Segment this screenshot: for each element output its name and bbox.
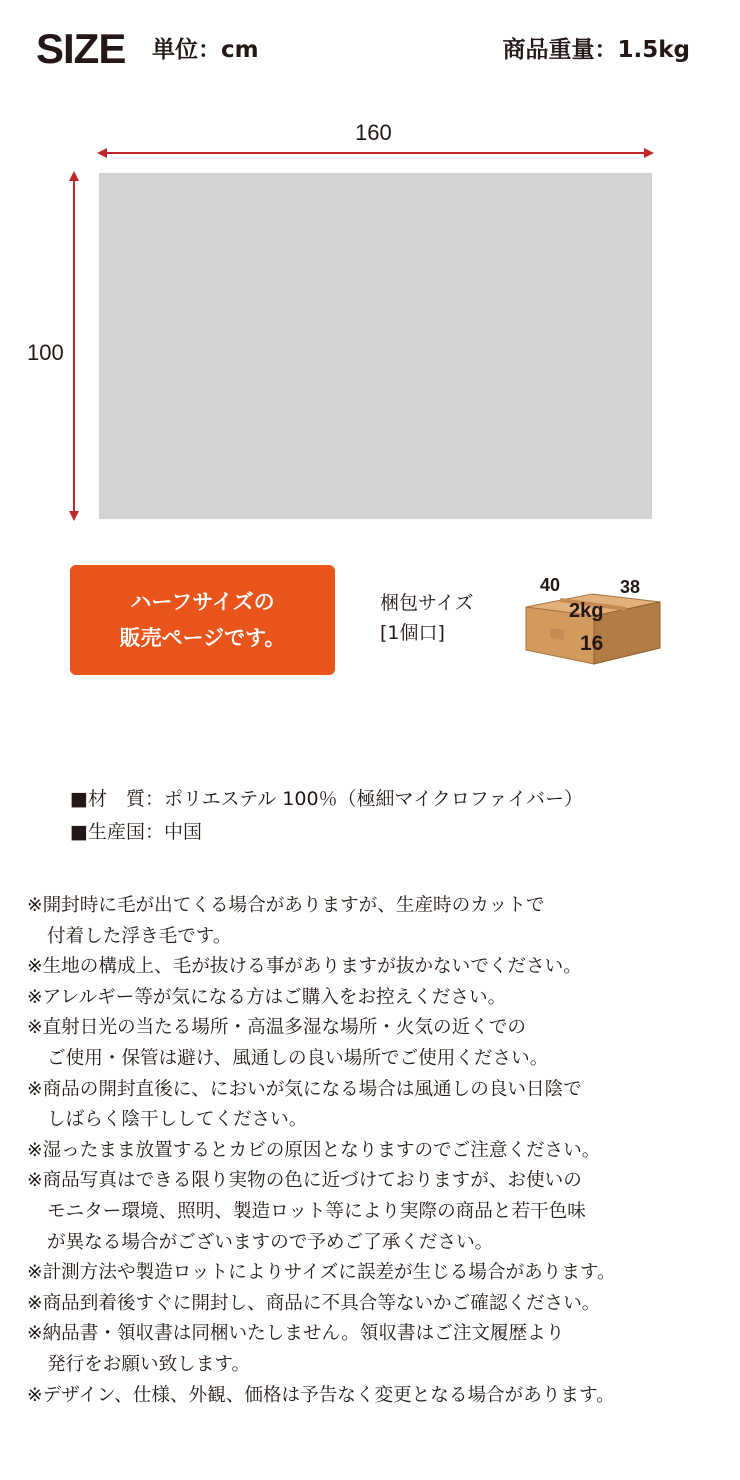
- height-arrow: [69, 171, 79, 521]
- spec-origin: ■生産国：中国: [70, 821, 202, 843]
- package-depth: 40: [540, 575, 561, 595]
- width-dimension: 160: [355, 120, 392, 145]
- half-size-button-line2: 販売ページです。: [119, 626, 286, 650]
- half-size-page-button[interactable]: [70, 565, 335, 675]
- note-line: ※直射日光の当たる場所・高温多湿な場所・火気の近くでの: [27, 1017, 527, 1039]
- product-weight: 商品重量：1.5kg: [502, 37, 690, 63]
- width-arrow: [97, 148, 654, 158]
- note-line: ※湿ったまま放置するとカビの原因となりますのでご注意ください。: [27, 1139, 601, 1161]
- note-line: モニター環境、照明、製造ロット等により実際の商品と若干色味: [47, 1200, 586, 1222]
- note-line: ※納品書・領収書は同梱いたしません。領収書はご注文履歴より: [27, 1323, 565, 1345]
- note-line: ※デザイン、仕様、外観、価格は予告なく変更となる場合があります。: [27, 1384, 615, 1406]
- note-line: ※商品の開封直後に、においが気になる場合は風通しの良い日陰で: [27, 1078, 582, 1100]
- size-title: SIZE: [36, 25, 126, 72]
- note-line: ご使用・保管は避け、風通しの良い場所でご使用ください。: [47, 1047, 549, 1069]
- note-line: 発行をお願い致します。: [47, 1353, 251, 1375]
- note-line: ※生地の構成上、毛が抜ける事がありますが抜かないでください。: [27, 956, 582, 978]
- note-line: が異なる場合がございますので予めご了承ください。: [47, 1231, 494, 1253]
- note-line: ※開封時に毛が出てくる場合がありますが、生産時のカットで: [27, 895, 545, 916]
- package-width: 38: [620, 577, 641, 597]
- rug-illustration: [99, 173, 652, 519]
- package-weight: 2kg: [569, 600, 604, 622]
- package-height: 16: [580, 632, 604, 655]
- half-size-button-line1: ハーフサイズの: [130, 590, 275, 614]
- note-line: ※商品到着後すぐに開封し、商品に不具合等ないかご確認ください。: [27, 1292, 601, 1314]
- note-line: ※アレルギー等が気になる方はご購入をお控えください。: [27, 986, 507, 1008]
- package-count: [1個口]: [380, 622, 445, 644]
- height-dimension: 100: [27, 340, 64, 365]
- note-line: ※商品写真はできる限り実物の色に近づけておりますが、お使いの: [27, 1170, 582, 1192]
- unit-label: 単位：cm: [152, 37, 259, 63]
- note-line: ※計測方法や製造ロットによりサイズに誤差が生じる場合があります。: [27, 1262, 616, 1284]
- spec-material: ■材 質：ポリエステル 100％（極細マイクロファイバー）: [70, 788, 584, 810]
- note-line: しばらく陰干ししてください。: [47, 1109, 308, 1131]
- notes-list: [27, 891, 737, 1411]
- package-size-title: 梱包サイズ: [380, 592, 474, 614]
- package-size-label: [380, 588, 473, 648]
- note-line: 付着した浮き毛です。: [47, 925, 232, 947]
